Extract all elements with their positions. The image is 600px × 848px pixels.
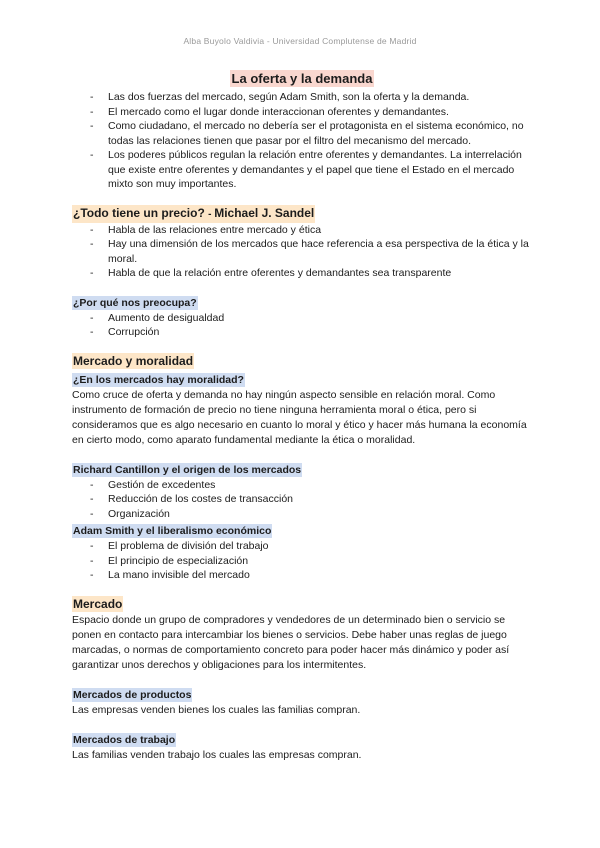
productos-text: Las empresas venden bienes los cuales las familias compran. [72,703,361,716]
smith-list [72,539,532,583]
list-item: - La mano invisible del mercado [72,568,532,583]
list-item: - Hay una dimensión de los mercados que hace referencia a esa perspectiva de la ética y la moral. [72,237,532,266]
list-item: - El principio de especialización [72,554,532,569]
trabajo-heading: Mercados de trabajo [73,733,176,746]
list-item: - Aumento de desigualdad [72,311,532,326]
preocupa-list [72,311,532,340]
document-content [72,70,532,763]
list-item: - Corrupción [72,325,532,340]
preocupa-heading: ¿Por qué nos preocupa? [73,296,197,309]
section1-list [72,90,532,192]
list-item: - Los poderes públicos regulan la relación entre oferentes y demandantes. La interrelación que existe entre oferentes y demandantes y el papel que tiene el Estado en el mercado mixto son muy importantes. [72,148,532,192]
sandel-list [72,223,532,281]
trabajo-text: Las familias venden trabajo los cuales las empresas compran. [72,748,362,761]
sandel-heading-author: Michael J. Sandel [214,205,315,220]
list-item: - El mercado como el lugar donde interaccionan oferentes y demandantes. [72,105,532,120]
productos-heading: Mercados de productos [73,688,192,701]
list-item: - Como ciudadano, el mercado no debería ser el protagonista en el sistema económico, no todas las relaciones tienen que pasar por el filtro del mecanismo del mercado. [72,119,532,148]
list-item: - Gestión de excedentes [72,478,532,493]
sandel-heading-dash: - [208,208,215,220]
sandel-heading-main: ¿Todo tiene un precio? [73,205,209,220]
list-item: - Habla de las relaciones entre mercado y ética [72,223,532,238]
moralidad-text: Como cruce de oferta y demanda no hay ningún aspecto sensible en relación moral. Como instrumento de formación de precio no tiene ninguna herramienta moral o ética, pero si consideramos que es algo necesario en cuanto lo moral y ético y hacer más humana la economía en cierto modo, como aparato fundamental mediante la ética o moralidad. [72,388,527,446]
mercado-text: Espacio donde un grupo de compradores y vendedores de un determinado bien o servicio se ponen en contacto para intercambiar los bienes o servicios. Debe haber unas reglas de juego marcadas, o normas de comportamiento concreto para poder hacer más dinámico y poder así garantizar unos derechos y obligaciones para los intermitentes. [72,613,510,671]
mercado-heading: Mercado [73,596,123,611]
list-item: - Organización [72,507,532,522]
list-item: - Las dos fuerzas del mercado, según Adam Smith, son la oferta y la demanda. [72,90,532,105]
smith-heading: Adam Smith y el liberalismo económico [73,525,272,537]
page-header: Alba Buyolo Valdivia - Universidad Complutense de Madrid [183,36,417,46]
moralidad-subheading: ¿En los mercados hay moralidad? [73,373,244,386]
list-item: - Habla de que la relación entre oferentes y demandantes sea transparente [72,266,532,281]
cantillon-heading: Richard Cantillon y el origen de los mercados [73,463,302,476]
list-item: - El problema de división del trabajo [72,539,532,554]
cantillon-list [72,478,532,522]
sandel-heading [72,205,315,223]
list-item: - Reducción de los costes de transacción [72,492,532,507]
title-wrap [72,70,532,88]
document-title: La oferta y la demanda [231,71,373,86]
moralidad-heading: Mercado y moralidad [73,353,194,368]
